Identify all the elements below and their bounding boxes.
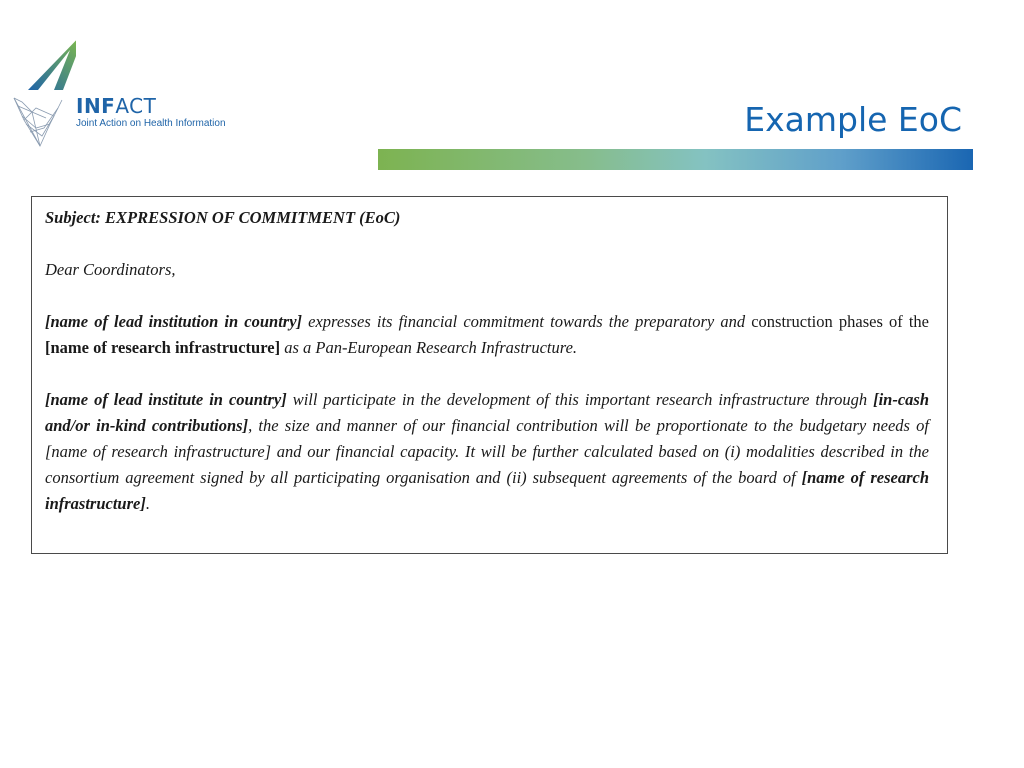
letter-salutation: Dear Coordinators, [45, 260, 176, 279]
logo-tagline: Joint Action on Health Information [76, 118, 226, 129]
infact-logo-icon [10, 28, 76, 150]
letter-paragraph-2: [name of lead institute in country] will participate in the development of this important research infrastructure through [in-cash and/or in-kind contributions], the size and manner of our financial contribution will be proportionate to the budgetary needs of [name of research infrastructure] and our financial capacity. It will be further calculated based on (i) modalities described in the consortium agreement signed by all participating organisation and (ii) subsequent agreements of the board of [name of research infrastructure]. [45, 390, 929, 513]
logo-wordmark: INFACT [76, 94, 157, 118]
letter-subject: Subject: EXPRESSION OF COMMITMENT (EoC) [45, 208, 401, 227]
letter-box [31, 196, 948, 554]
infact-logo [10, 28, 250, 150]
slide-title: Example EoC [744, 100, 962, 139]
title-gradient-bar [378, 149, 973, 170]
letter-paragraph-1: [name of lead institution in country] expresses its financial commitment towards the preparatory and construction phases of the [name of research infrastructure] as a Pan-European Research Infrastructure. [45, 312, 930, 357]
